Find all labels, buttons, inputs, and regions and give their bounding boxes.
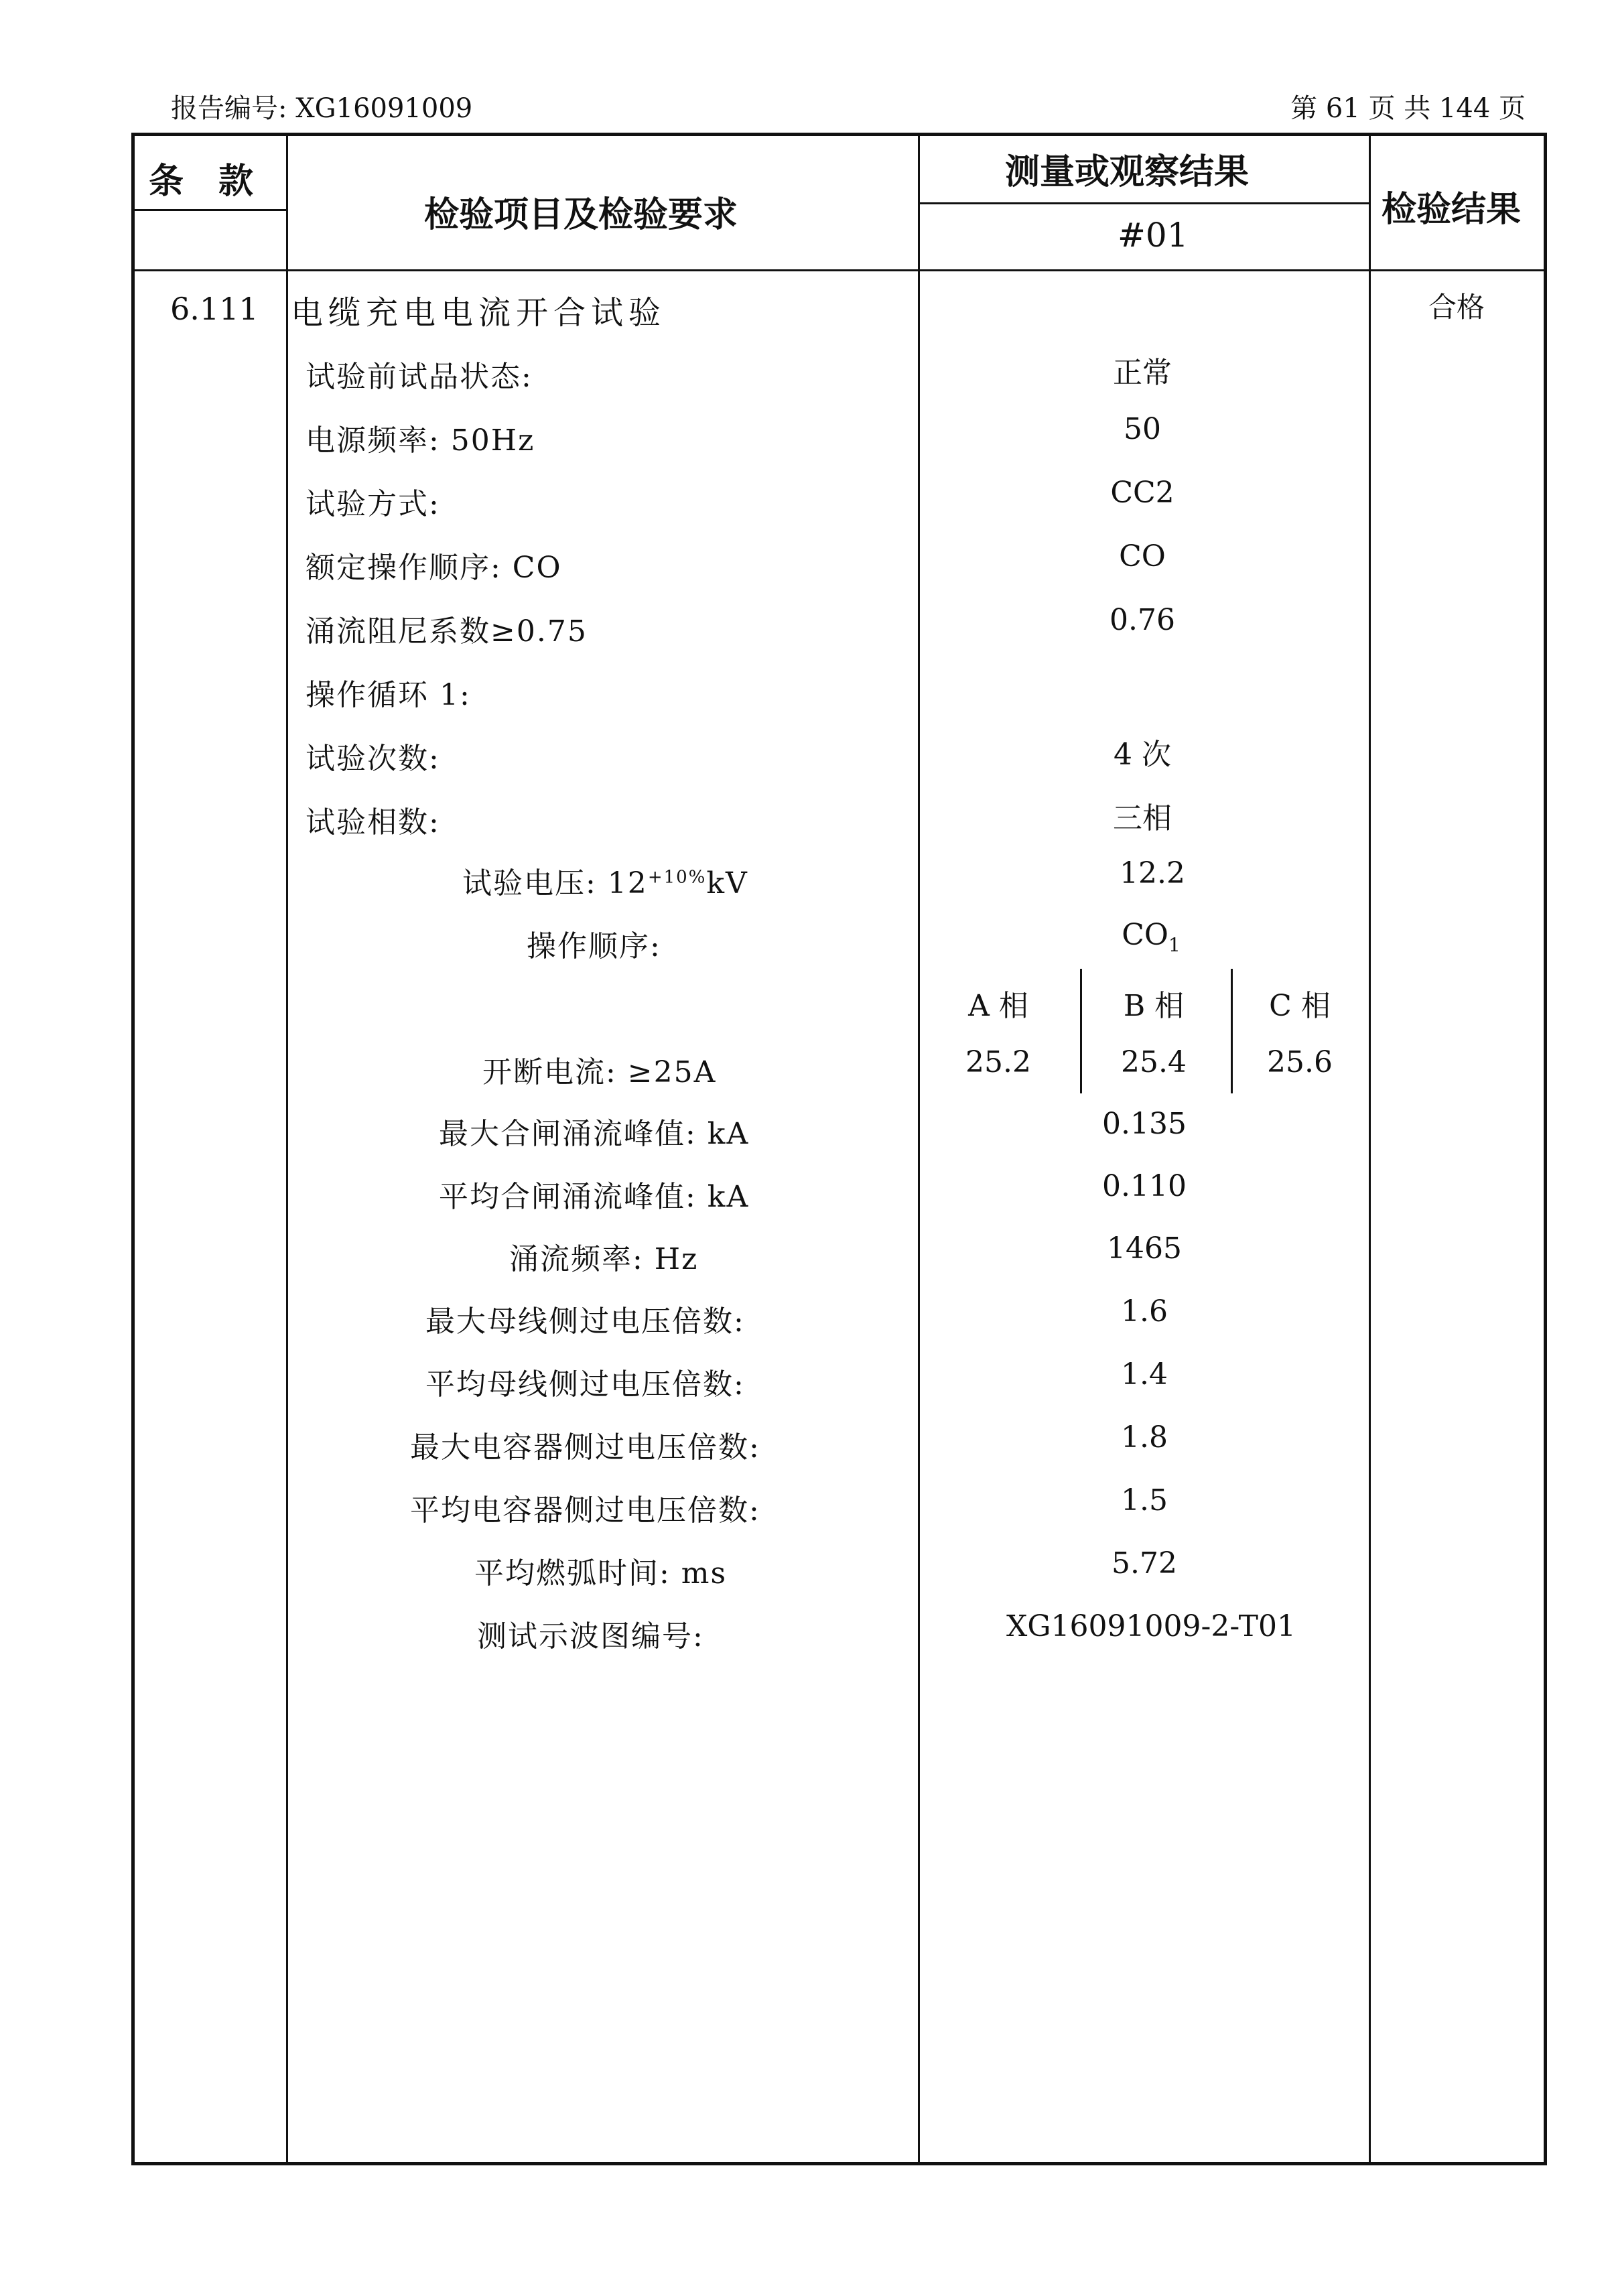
item-value: 三相 [1113, 801, 1172, 835]
item-label: 平均合闸涌流峰值: kA [439, 1180, 750, 1214]
item-label: 涌流阻尼系数≥0.75 [306, 614, 588, 649]
item-value: 4 次 [1114, 738, 1171, 772]
item-value: 1.4 [1121, 1357, 1168, 1392]
phase-b-value: 25.4 [1121, 1045, 1187, 1079]
op-sequence-value [1122, 918, 1181, 956]
item-value: 1.5 [1121, 1483, 1168, 1517]
test-voltage-value: 12.2 [1120, 856, 1185, 890]
page-number: 第 61 页 共 144 页 [1290, 93, 1526, 124]
item-label: 涌流频率: Hz [509, 1242, 699, 1276]
phase-c-value: 25.6 [1267, 1045, 1333, 1079]
voltage-unit: kV [706, 866, 748, 900]
item-value: 5.72 [1112, 1546, 1177, 1580]
phase-c-header: C 相 [1269, 989, 1331, 1023]
item-value: 50 [1124, 412, 1161, 446]
item-label: 平均电容器侧过电压倍数: [410, 1493, 760, 1528]
op-sequence-subscript: 1 [1168, 933, 1181, 956]
item-label: 最大电容器侧过电压倍数: [410, 1430, 760, 1465]
item-label: 平均燃弧时间: ms [474, 1556, 728, 1591]
verdict-header: 检验结果 [1382, 190, 1522, 230]
phase-a-header: A 相 [968, 989, 1028, 1023]
op-sequence-label: 操作顺序: [527, 929, 661, 963]
item-label: 试验次数: [306, 742, 440, 776]
phase-divider [1231, 969, 1233, 1093]
header-divider [918, 202, 1369, 204]
item-value: 0.76 [1109, 603, 1175, 637]
item-label: 电源频率: 50Hz [306, 423, 535, 458]
item-label: 测试示波图编号: [477, 1619, 704, 1653]
header-bottom-line [131, 269, 1547, 271]
item-label: 最大合闸涌流峰值: kA [439, 1117, 750, 1151]
item-value: CC2 [1110, 476, 1174, 510]
measured-header: 测量或观察结果 [1005, 152, 1250, 192]
clause-header: 条 款 [149, 161, 254, 202]
phase-b-header: B 相 [1123, 989, 1185, 1023]
column-divider [1369, 136, 1371, 2162]
op-sequence-text: CO [1122, 918, 1168, 952]
test-voltage-label [462, 859, 748, 902]
breaking-current-label: 开断电流: ≥25A [482, 1055, 717, 1089]
item-label: 平均母线侧过电压倍数: [425, 1367, 745, 1402]
item-header: 检验项目及检验要求 [424, 195, 738, 235]
item-label: 操作循环 1: [306, 678, 471, 712]
column-divider [286, 136, 288, 2162]
verdict-value: 合格 [1428, 291, 1485, 324]
item-value: 1.8 [1121, 1420, 1168, 1455]
item-label: 最大母线侧过电压倍数: [425, 1304, 745, 1339]
sample-header: #01 [1118, 216, 1189, 255]
report-number: 报告编号: XG16091009 [171, 93, 473, 124]
tolerance-superscript: +10% [647, 867, 707, 888]
item-value: 1.6 [1121, 1294, 1168, 1329]
item-value: 1465 [1107, 1231, 1182, 1266]
item-value: 0.135 [1102, 1107, 1187, 1141]
item-label: 试验前试品状态: [306, 360, 533, 394]
column-divider [918, 136, 920, 2162]
item-value: 正常 [1113, 356, 1172, 390]
item-label: 额定操作顺序: CO [306, 551, 562, 585]
item-value: XG16091009-2-T01 [1006, 1609, 1296, 1643]
phase-divider [1080, 969, 1082, 1093]
test-title: 电缆充电电流开合试验 [291, 294, 667, 332]
clause-number: 6.111 [170, 291, 259, 327]
item-label: 试验方式: [306, 487, 440, 521]
item-value: 0.110 [1102, 1169, 1187, 1203]
item-label: 试验相数: [306, 805, 440, 839]
phase-a-value: 25.2 [965, 1045, 1031, 1079]
test-voltage-text: 试验电压: 12 [462, 866, 648, 900]
item-value: CO [1119, 539, 1166, 573]
header-divider [131, 209, 286, 211]
